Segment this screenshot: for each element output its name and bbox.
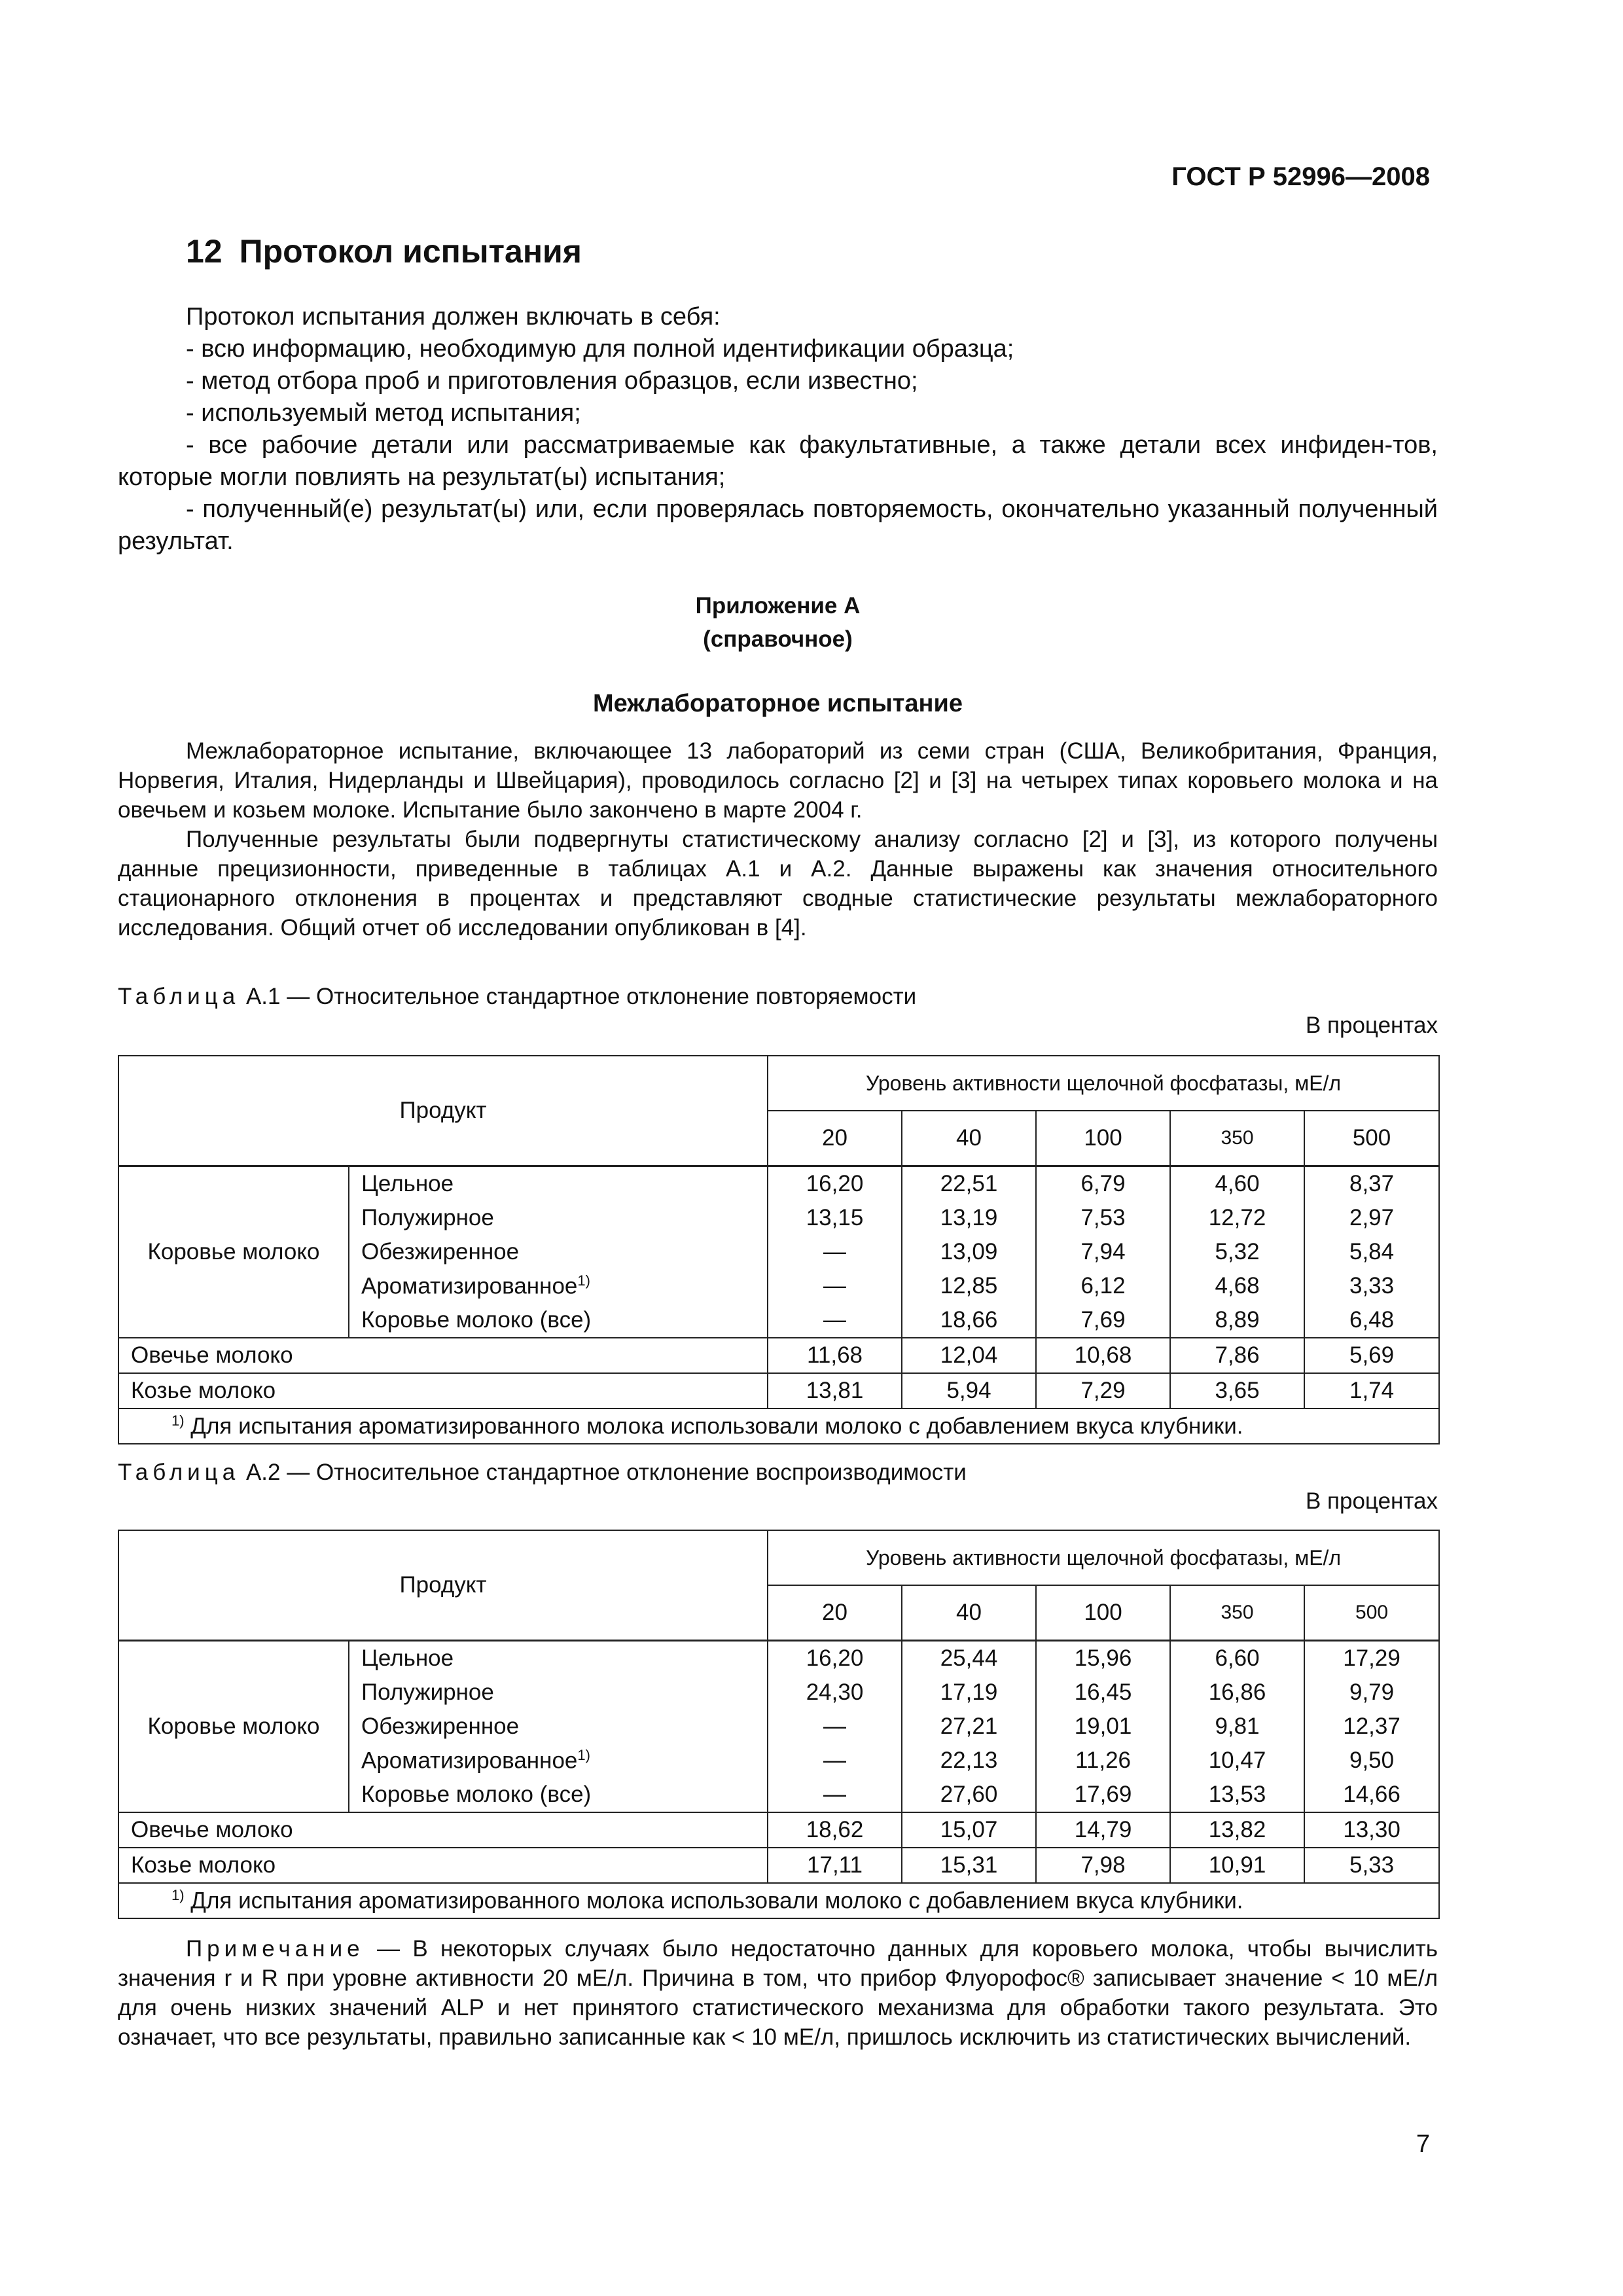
level-value: 500 (1304, 1585, 1439, 1640)
row-label: Овечье молоко (118, 1338, 768, 1373)
appendix-label: Приложение А (695, 593, 861, 619)
cell: 12,85 (902, 1269, 1036, 1303)
cell: 16,45 (1036, 1676, 1170, 1710)
footnote-text: Для испытания ароматизированного молока использовали молоко с добавлением вкуса клубники. (190, 1888, 1243, 1914)
cell: 17,19 (902, 1676, 1036, 1710)
cell: 9,79 (1304, 1676, 1439, 1710)
group-label: Коровье молоко (118, 1640, 349, 1812)
cell: 14,79 (1036, 1812, 1170, 1848)
row-label: Обезжиренное (349, 1235, 768, 1269)
cell: 3,33 (1304, 1269, 1439, 1303)
note (118, 1934, 1438, 2052)
cell: 10,47 (1170, 1744, 1304, 1778)
cell: 19,01 (1036, 1710, 1170, 1744)
level-value: 350 (1170, 1585, 1304, 1640)
cell: 13,09 (902, 1235, 1036, 1269)
level-value: 40 (902, 1111, 1036, 1166)
row-label: Коровье молоко (все) (349, 1303, 768, 1338)
cell: 12,72 (1170, 1201, 1304, 1235)
cell: 12,37 (1304, 1710, 1439, 1744)
cell: 13,15 (768, 1201, 902, 1235)
page-number: 7 (1416, 2130, 1430, 2158)
footnote-mark: 1) (171, 1886, 185, 1903)
cell: 13,19 (902, 1201, 1036, 1235)
cell: 7,98 (1036, 1848, 1170, 1883)
table-row (118, 1166, 1439, 1201)
cell: — (768, 1744, 902, 1778)
level-value: 100 (1036, 1111, 1170, 1166)
cell: 10,91 (1170, 1848, 1304, 1883)
row-label: Обезжиренное (349, 1710, 768, 1744)
cell: 17,69 (1036, 1778, 1170, 1812)
cell: 13,30 (1304, 1812, 1439, 1848)
footnote-ref: 1) (577, 1746, 590, 1763)
cell: 5,32 (1170, 1235, 1304, 1269)
cell: — (768, 1303, 902, 1338)
appendix-paragraph: Полученные результаты были подвергнуты статистическому анализу согласно [2] и [3], из которого получены данные прецизионности, приведенные в таблицах А.1 и А.2. Данные выражены как значения относительного стационарного отклонения в процентах и представляют сводные статистические результаты межлабораторного исследования. Общий отчет об исследовании опубликован в [4]. (118, 827, 1438, 941)
cell: 15,07 (902, 1812, 1036, 1848)
cell: — (768, 1710, 902, 1744)
cell: 6,79 (1036, 1166, 1170, 1201)
cell: 6,48 (1304, 1303, 1439, 1338)
row-label: Полужирное (349, 1676, 768, 1710)
product-header: Продукт (118, 1530, 768, 1640)
data-table (118, 1055, 1440, 1444)
cell: 5,84 (1304, 1235, 1439, 1269)
cell: 16,20 (768, 1166, 902, 1201)
row-label-text: Ароматизированное (361, 1273, 578, 1299)
table-caption (118, 1460, 967, 1486)
table-footnote (118, 1883, 1439, 1918)
cell: 22,13 (902, 1744, 1036, 1778)
level-value: 20 (768, 1585, 902, 1640)
cell: 13,82 (1170, 1812, 1304, 1848)
cell: 1,74 (1304, 1373, 1439, 1408)
cell: — (768, 1778, 902, 1812)
footnote-mark: 1) (171, 1412, 185, 1429)
level-value: 350 (1170, 1111, 1304, 1166)
table-caption (118, 984, 916, 1010)
cell: 5,69 (1304, 1338, 1439, 1373)
row-label (349, 1744, 768, 1778)
cell: 7,69 (1036, 1303, 1170, 1338)
cell: 8,89 (1170, 1303, 1304, 1338)
cell: 4,68 (1170, 1269, 1304, 1303)
table-caption-text: А.1 — Относительное стандартное отклонение повторяемости (240, 984, 917, 1009)
cell: 25,44 (902, 1640, 1036, 1676)
cell: 16,20 (768, 1640, 902, 1676)
footnote-row (118, 1408, 1439, 1444)
row-label: Овечье молоко (118, 1812, 768, 1848)
cell: 6,60 (1170, 1640, 1304, 1676)
cell: 9,81 (1170, 1710, 1304, 1744)
appendix-paragraph: Межлабораторное испытание, включающее 13 лабораторий из семи стран (США, Великобритания, Франция, Норвегия, Италия, Нидерланды и Швейцария), проводилось согласно [2] и [3] на четырех типах коровьего молока и на овечьем и козьем молоке. Испытание было закончено в марте 2004 г. (118, 738, 1438, 823)
cell: 27,60 (902, 1778, 1036, 1812)
cell: — (768, 1269, 902, 1303)
note-paragraph (118, 1934, 1438, 2052)
table-row (118, 1640, 1439, 1676)
appendix-text (118, 736, 1438, 942)
cell: 9,50 (1304, 1744, 1439, 1778)
table-row (118, 1812, 1439, 1848)
cell: 22,51 (902, 1166, 1036, 1201)
standard-designation: ГОСТ Р 52996—2008 (1171, 162, 1430, 191)
table-caption-label: Таблица (118, 984, 240, 1009)
cell: 17,29 (1304, 1640, 1439, 1676)
table-row (118, 1373, 1439, 1408)
cell: 17,11 (768, 1848, 902, 1883)
cell: 14,66 (1304, 1778, 1439, 1812)
cell: 5,94 (902, 1373, 1036, 1408)
cell: 11,26 (1036, 1744, 1170, 1778)
protocol-item: - всю информацию, необходимую для полной идентификации образца; (186, 335, 1014, 363)
cell: 2,97 (1304, 1201, 1439, 1235)
cell: 8,37 (1304, 1166, 1439, 1201)
table-row (118, 1338, 1439, 1373)
note-label: Примечание (186, 1936, 365, 1962)
level-value: 20 (768, 1111, 902, 1166)
cell: — (768, 1235, 902, 1269)
level-header: Уровень активности щелочной фосфатазы, мЕ/л (768, 1530, 1439, 1585)
level-value: 100 (1036, 1585, 1170, 1640)
cell: 24,30 (768, 1676, 902, 1710)
protocol-list (118, 301, 1438, 558)
data-table (118, 1530, 1440, 1919)
row-label: Козье молоко (118, 1848, 768, 1883)
cell: 12,04 (902, 1338, 1036, 1373)
appendix-title: Межлабораторное испытание (592, 690, 963, 717)
cell: 5,33 (1304, 1848, 1439, 1883)
cell: 15,31 (902, 1848, 1036, 1883)
cell: 4,60 (1170, 1166, 1304, 1201)
level-header: Уровень активности щелочной фосфатазы, мЕ/л (768, 1056, 1439, 1111)
cell: 7,53 (1036, 1201, 1170, 1235)
table-caption-text: А.2 — Относительное стандартное отклонение воспроизводимости (240, 1460, 967, 1485)
cell: 3,65 (1170, 1373, 1304, 1408)
protocol-intro: Протокол испытания должен включать в себя: (186, 303, 721, 331)
table-row (118, 1848, 1439, 1883)
cell: 7,29 (1036, 1373, 1170, 1408)
protocol-item: - все рабочие детали или рассматриваемые как факультативные, а также детали всех инфиден-тов, которые могли повлиять на результат(ы) испытания; (118, 431, 1438, 491)
row-label: Коровье молоко (все) (349, 1778, 768, 1812)
group-label: Коровье молоко (118, 1166, 349, 1338)
table-footnote (118, 1408, 1439, 1444)
cell: 7,94 (1036, 1235, 1170, 1269)
cell: 27,21 (902, 1710, 1036, 1744)
protocol-item: - метод отбора проб и приготовления образцов, если известно; (186, 367, 918, 395)
appendix-heading (118, 589, 1438, 656)
table-caption-label: Таблица (118, 1460, 240, 1485)
note-text: — В некоторых случаях было недостаточно данных для коровьего молока, чтобы вычислить значения r и R при уровне активности 20 мЕ/л. Причина в том, что прибор Флуорофос® записывает значение < 10 мЕ/л для очень низких значений ALP и нет принятого статистического механизма для обработки такого результата. Это означает, что все результаты, правильно записанные как < 10 мЕ/л, пришлось исключить из статистических вычислений. (118, 1936, 1438, 2050)
footnote-ref: 1) (577, 1272, 590, 1289)
section-title: Протокол испытания (239, 233, 582, 270)
section-heading (186, 232, 582, 270)
cell: 18,66 (902, 1303, 1036, 1338)
cell: 15,96 (1036, 1640, 1170, 1676)
table-units: В процентах (1305, 1013, 1438, 1038)
section-number: 12 (186, 233, 223, 270)
cell: 10,68 (1036, 1338, 1170, 1373)
row-label (349, 1269, 768, 1303)
cell: 11,68 (768, 1338, 902, 1373)
protocol-item: - используемый метод испытания; (186, 399, 581, 427)
row-label: Цельное (349, 1166, 768, 1201)
product-header: Продукт (118, 1056, 768, 1166)
row-label: Цельное (349, 1640, 768, 1676)
level-value: 40 (902, 1585, 1036, 1640)
cell: 16,86 (1170, 1676, 1304, 1710)
protocol-item: - полученный(е) результат(ы) или, если проверялась повторяемость, окончательно указанный полученный результат. (118, 495, 1438, 555)
table-units: В процентах (1305, 1488, 1438, 1514)
cell: 13,81 (768, 1373, 902, 1408)
cell: 7,86 (1170, 1338, 1304, 1373)
row-label: Полужирное (349, 1201, 768, 1235)
appendix-type: (справочное) (703, 626, 853, 652)
cell: 6,12 (1036, 1269, 1170, 1303)
row-label: Козье молоко (118, 1373, 768, 1408)
level-value: 500 (1304, 1111, 1439, 1166)
footnote-text: Для испытания ароматизированного молока использовали молоко с добавлением вкуса клубники. (190, 1413, 1243, 1439)
cell: 18,62 (768, 1812, 902, 1848)
cell: 13,53 (1170, 1778, 1304, 1812)
footnote-row (118, 1883, 1439, 1918)
row-label-text: Ароматизированное (361, 1748, 578, 1774)
